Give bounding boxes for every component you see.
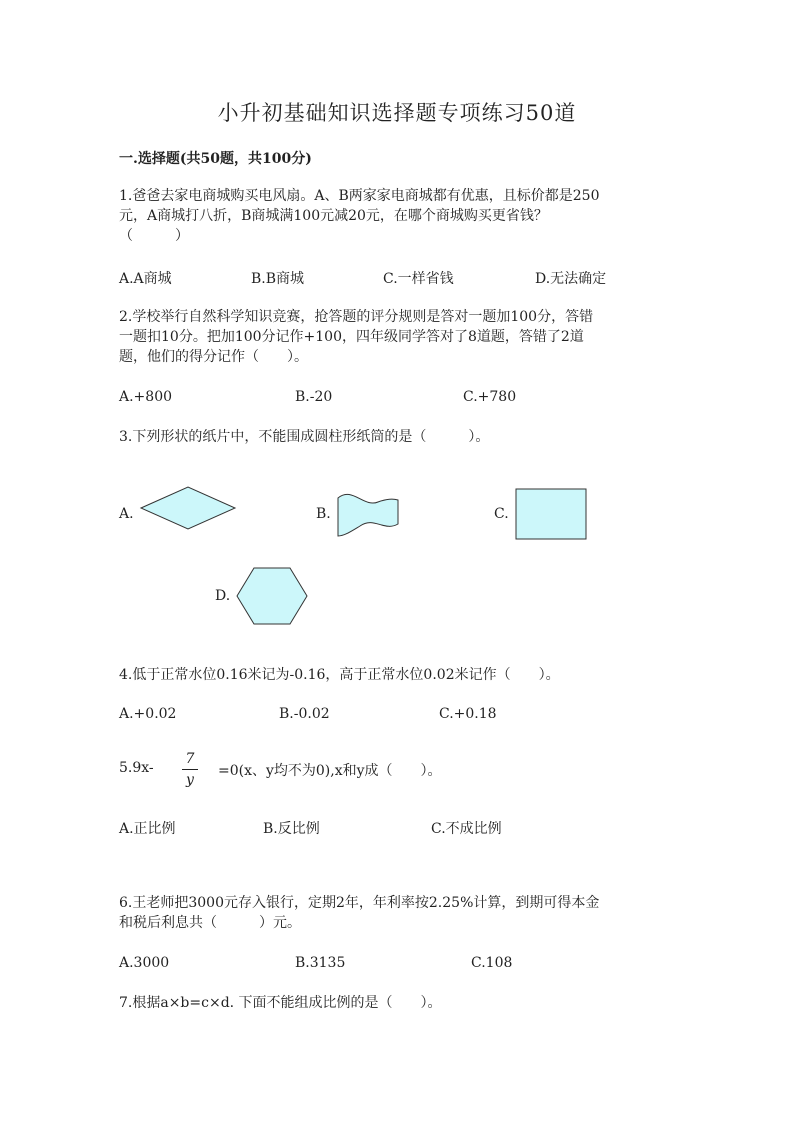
page-title: 小升初基础知识选择题专项练习50道 (217, 101, 577, 125)
question-5-suffix: =0(x、y均不为0),x和y成（ ）。 (218, 763, 442, 779)
question-2 (119, 307, 679, 367)
question-1-options (119, 268, 679, 288)
section-heading: 一.选择题(共50题，共100分) (119, 151, 312, 167)
question-6-line-2: 和税后利息共（ ）元。 (119, 915, 301, 931)
shape-label-c: C. (494, 506, 509, 522)
question-2-line-3: 题，他们的得分记作（ ）。 (119, 349, 308, 365)
question-4 (119, 665, 679, 685)
option-a: A.+800 (119, 389, 173, 405)
shape-label-b: B. (316, 506, 331, 522)
question-1-line-3: （ ） (119, 228, 189, 244)
question-2-options (119, 389, 679, 409)
option-b: B.反比例 (263, 821, 320, 837)
rhombus-shape (140, 486, 236, 530)
question-6-line-1: 6.王老师把3000元存入银行，定期2年，年利率按2.25%计算，到期可得本金 (119, 895, 600, 911)
question-6 (119, 893, 679, 933)
option-c: C.不成比例 (431, 821, 502, 837)
rectangle-shape (515, 488, 587, 540)
question-7 (119, 993, 679, 1013)
option-b: B.3135 (295, 955, 346, 971)
option-d: D.无法确定 (535, 271, 607, 287)
option-c: C.108 (471, 955, 513, 971)
option-c: C.+780 (463, 389, 517, 405)
option-a: A.3000 (119, 955, 170, 971)
option-a: A.A商城 (119, 271, 172, 287)
option-c: C.+0.18 (439, 706, 497, 722)
question-4-line-1: 4.低于正常水位0.16米记为-0.16，高于正常水位0.02米记作（ ）。 (119, 667, 560, 683)
question-2-line-2: 一题扣10分。把加100分记作+100，四年级同学答对了8道题，答错了2道 (119, 329, 584, 345)
wavy-shape (336, 492, 400, 538)
fraction-bar (182, 769, 198, 770)
question-3 (119, 427, 679, 447)
option-a: A.正比例 (119, 821, 176, 837)
question-5-options (119, 818, 679, 838)
question-7-line-1: 7.根据a×b=c×d. 下面不能组成比例的是（ ）。 (119, 995, 442, 1011)
fraction-denominator: y (186, 772, 194, 788)
question-1-line-1: 1.爸爸去家电商城购买电风扇。A、B两家家电商城都有优惠，且标价都是250 (119, 188, 600, 204)
question-5-prefix: 5.9x- (119, 760, 154, 776)
option-b: B.-20 (295, 389, 333, 405)
shape-label-a: A. (119, 506, 134, 522)
question-2-line-1: 2.学校举行自然科学知识竞赛，抢答题的评分规则是答对一题加100分，答错 (119, 309, 594, 325)
question-4-options (119, 706, 679, 726)
option-b: B.B商城 (251, 271, 305, 287)
question-1-line-2: 元，A商城打八折，B商城满100元减20元，在哪个商城购买更省钱？ (119, 208, 548, 224)
shape-label-d: D. (215, 588, 231, 604)
question-6-options (119, 955, 679, 975)
option-a: A.+0.02 (119, 706, 177, 722)
question-3-line-1: 3.下列形状的纸片中，不能围成圆柱形纸筒的是（ ）。 (119, 429, 490, 445)
fraction-numerator: 7 (185, 751, 195, 767)
option-c: C.一样省钱 (383, 271, 454, 287)
hexagon-shape (236, 567, 308, 625)
option-b: B.-0.02 (279, 706, 330, 722)
question-1 (119, 186, 679, 246)
